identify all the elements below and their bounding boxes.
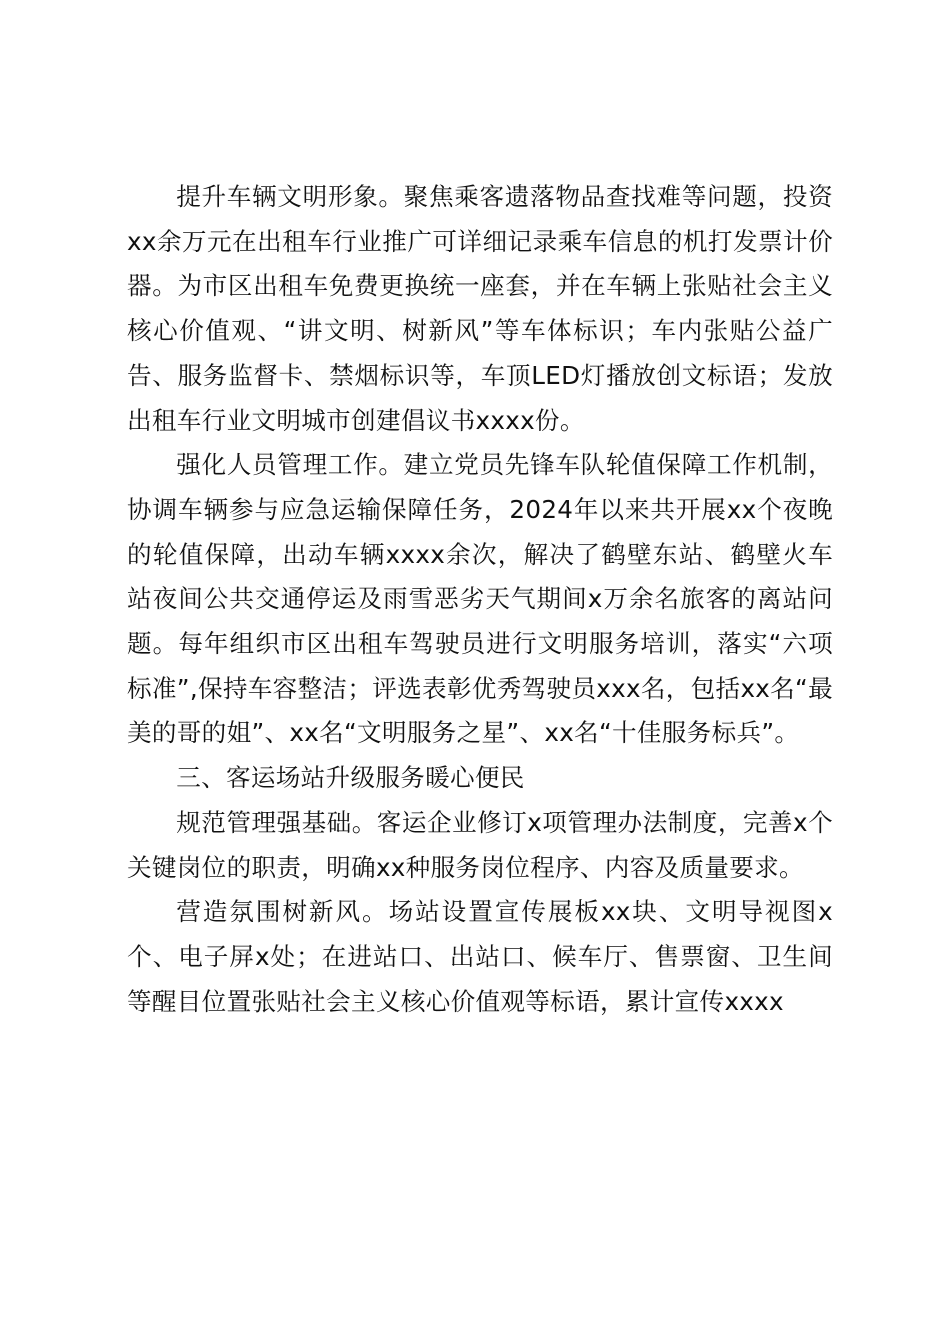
- paragraph-vehicle-image: 提升车辆文明形象。聚焦乘客遗落物品查找难等问题，投资xx余万元在出租车行业推广可详细记录乘车信息的机打发票计价器。为市区出租车免费更换统一座套，并在车辆上张贴社会主义核心价值观、“讲文明、树新风”等车体标识；车内张贴公益广告、服务监督卡、禁烟标识等，车顶LED灯播放创文标语；发放出租车行业文明城市创建倡议书xxxx份。: [127, 182, 833, 435]
- paragraph-atmosphere: 营造氛围树新风。场站设置宣传展板xx块、文明导视图x个、电子屏x处；在进站口、出站口、候车厅、售票窗、卫生间等醒目位置张贴社会主义核心价值观等标语，累计宣传xxxx: [127, 897, 833, 1016]
- document-body: [127, 175, 833, 1024]
- paragraph-staff-management: 强化人员管理工作。建立党员先锋车队轮值保障工作机制，协调车辆参与应急运输保障任务，2024年以来共开展xx个夜晚的轮值保障，出动车辆xxxx余次，解决了鹤壁东站、鹤壁火车站夜间公共交通停运及雨雪恶劣天气期间x万余名旅客的离站问题。每年组织市区出租车驾驶员进行文明服务培训，落实“六项标准”,保持车容整洁；评选表彰优秀驾驶员xxx名，包括xx名“最美的哥的姐”、xx名“文明服务之星”、xx名“十佳服务标兵”。: [127, 450, 833, 748]
- section-heading-three: 三、客运场站升级服务暖心便民: [176, 763, 525, 793]
- paragraph-standard-management: 规范管理强基础。客运企业修订x项管理办法制度，完善x个关键岗位的职责，明确xx种服务岗位程序、内容及质量要求。: [127, 807, 833, 882]
